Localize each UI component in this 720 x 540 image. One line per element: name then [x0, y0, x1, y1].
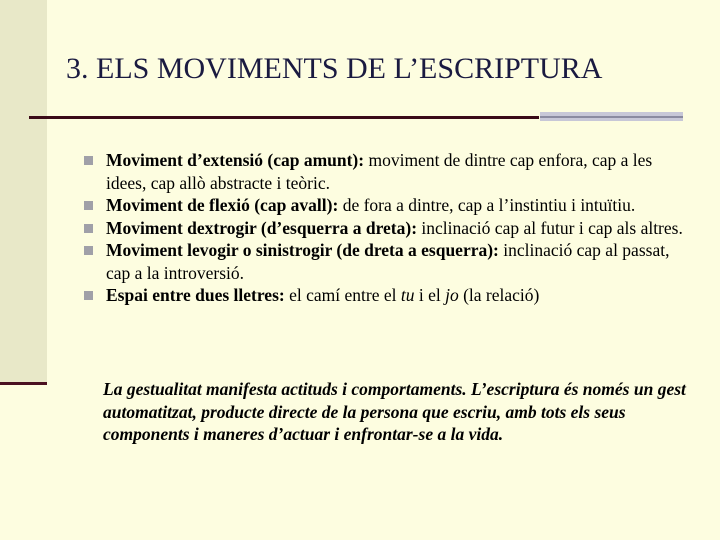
- bullet-text: i el: [414, 285, 446, 305]
- bullet-item-flexion: [84, 194, 684, 217]
- bullet-term: Moviment dextrogir (d’esquerra a dreta):: [106, 217, 418, 238]
- title-rule-accent-line: [540, 116, 683, 118]
- bullet-emphasis-tu: tu: [400, 285, 415, 305]
- bullet-text: (la relació): [458, 285, 540, 305]
- bullet-term: Moviment d’extensió (cap amunt):: [106, 150, 365, 170]
- bullet-text: inclinació cap al passat, cap a la introversió.: [106, 240, 670, 283]
- square-bullet-icon: [84, 246, 93, 255]
- bullet-text: de fora a dintre, cap a l’instintiu i intuïtiu.: [338, 195, 636, 215]
- bullet-item-extension: [84, 149, 684, 194]
- bullet-term: Moviment levogir o sinistrogir (de dreta a esquerra):: [106, 240, 499, 260]
- left-decor-line: [0, 382, 47, 385]
- bullet-text: el camí entre el: [284, 285, 401, 305]
- bullet-term: Moviment de flexió (cap avall):: [106, 195, 339, 215]
- bullet-list: [84, 149, 684, 307]
- title-rule: [29, 116, 539, 119]
- square-bullet-icon: [84, 291, 93, 300]
- slide-title: 3. ELS MOVIMENTS DE L’ESCRIPTURA: [66, 52, 603, 85]
- bullet-item-dextrogir: [84, 217, 684, 240]
- bullet-item-levogir: [84, 239, 684, 284]
- square-bullet-icon: [84, 224, 93, 233]
- bullet-text: moviment de dintre cap enfora, cap a les idees, cap allò abstracte i teòric.: [106, 150, 653, 193]
- bullet-term: Espai entre dues lletres:: [106, 285, 285, 305]
- bullet-emphasis-jo: jo: [445, 285, 459, 305]
- square-bullet-icon: [84, 156, 93, 165]
- bullet-text: inclinació cap al futur i cap als altres.: [417, 217, 683, 238]
- square-bullet-icon: [84, 201, 93, 210]
- left-decor-bar: [0, 0, 47, 384]
- bullet-item-space: [84, 284, 684, 307]
- closing-quote: La gestualitat manifesta actituds i comportaments. L’escriptura és només un gest automatitzat, producte directe de la persona que escriu, amb tots els seus components i maneres d’actuar i enfrontar-se a la vida.: [103, 379, 686, 444]
